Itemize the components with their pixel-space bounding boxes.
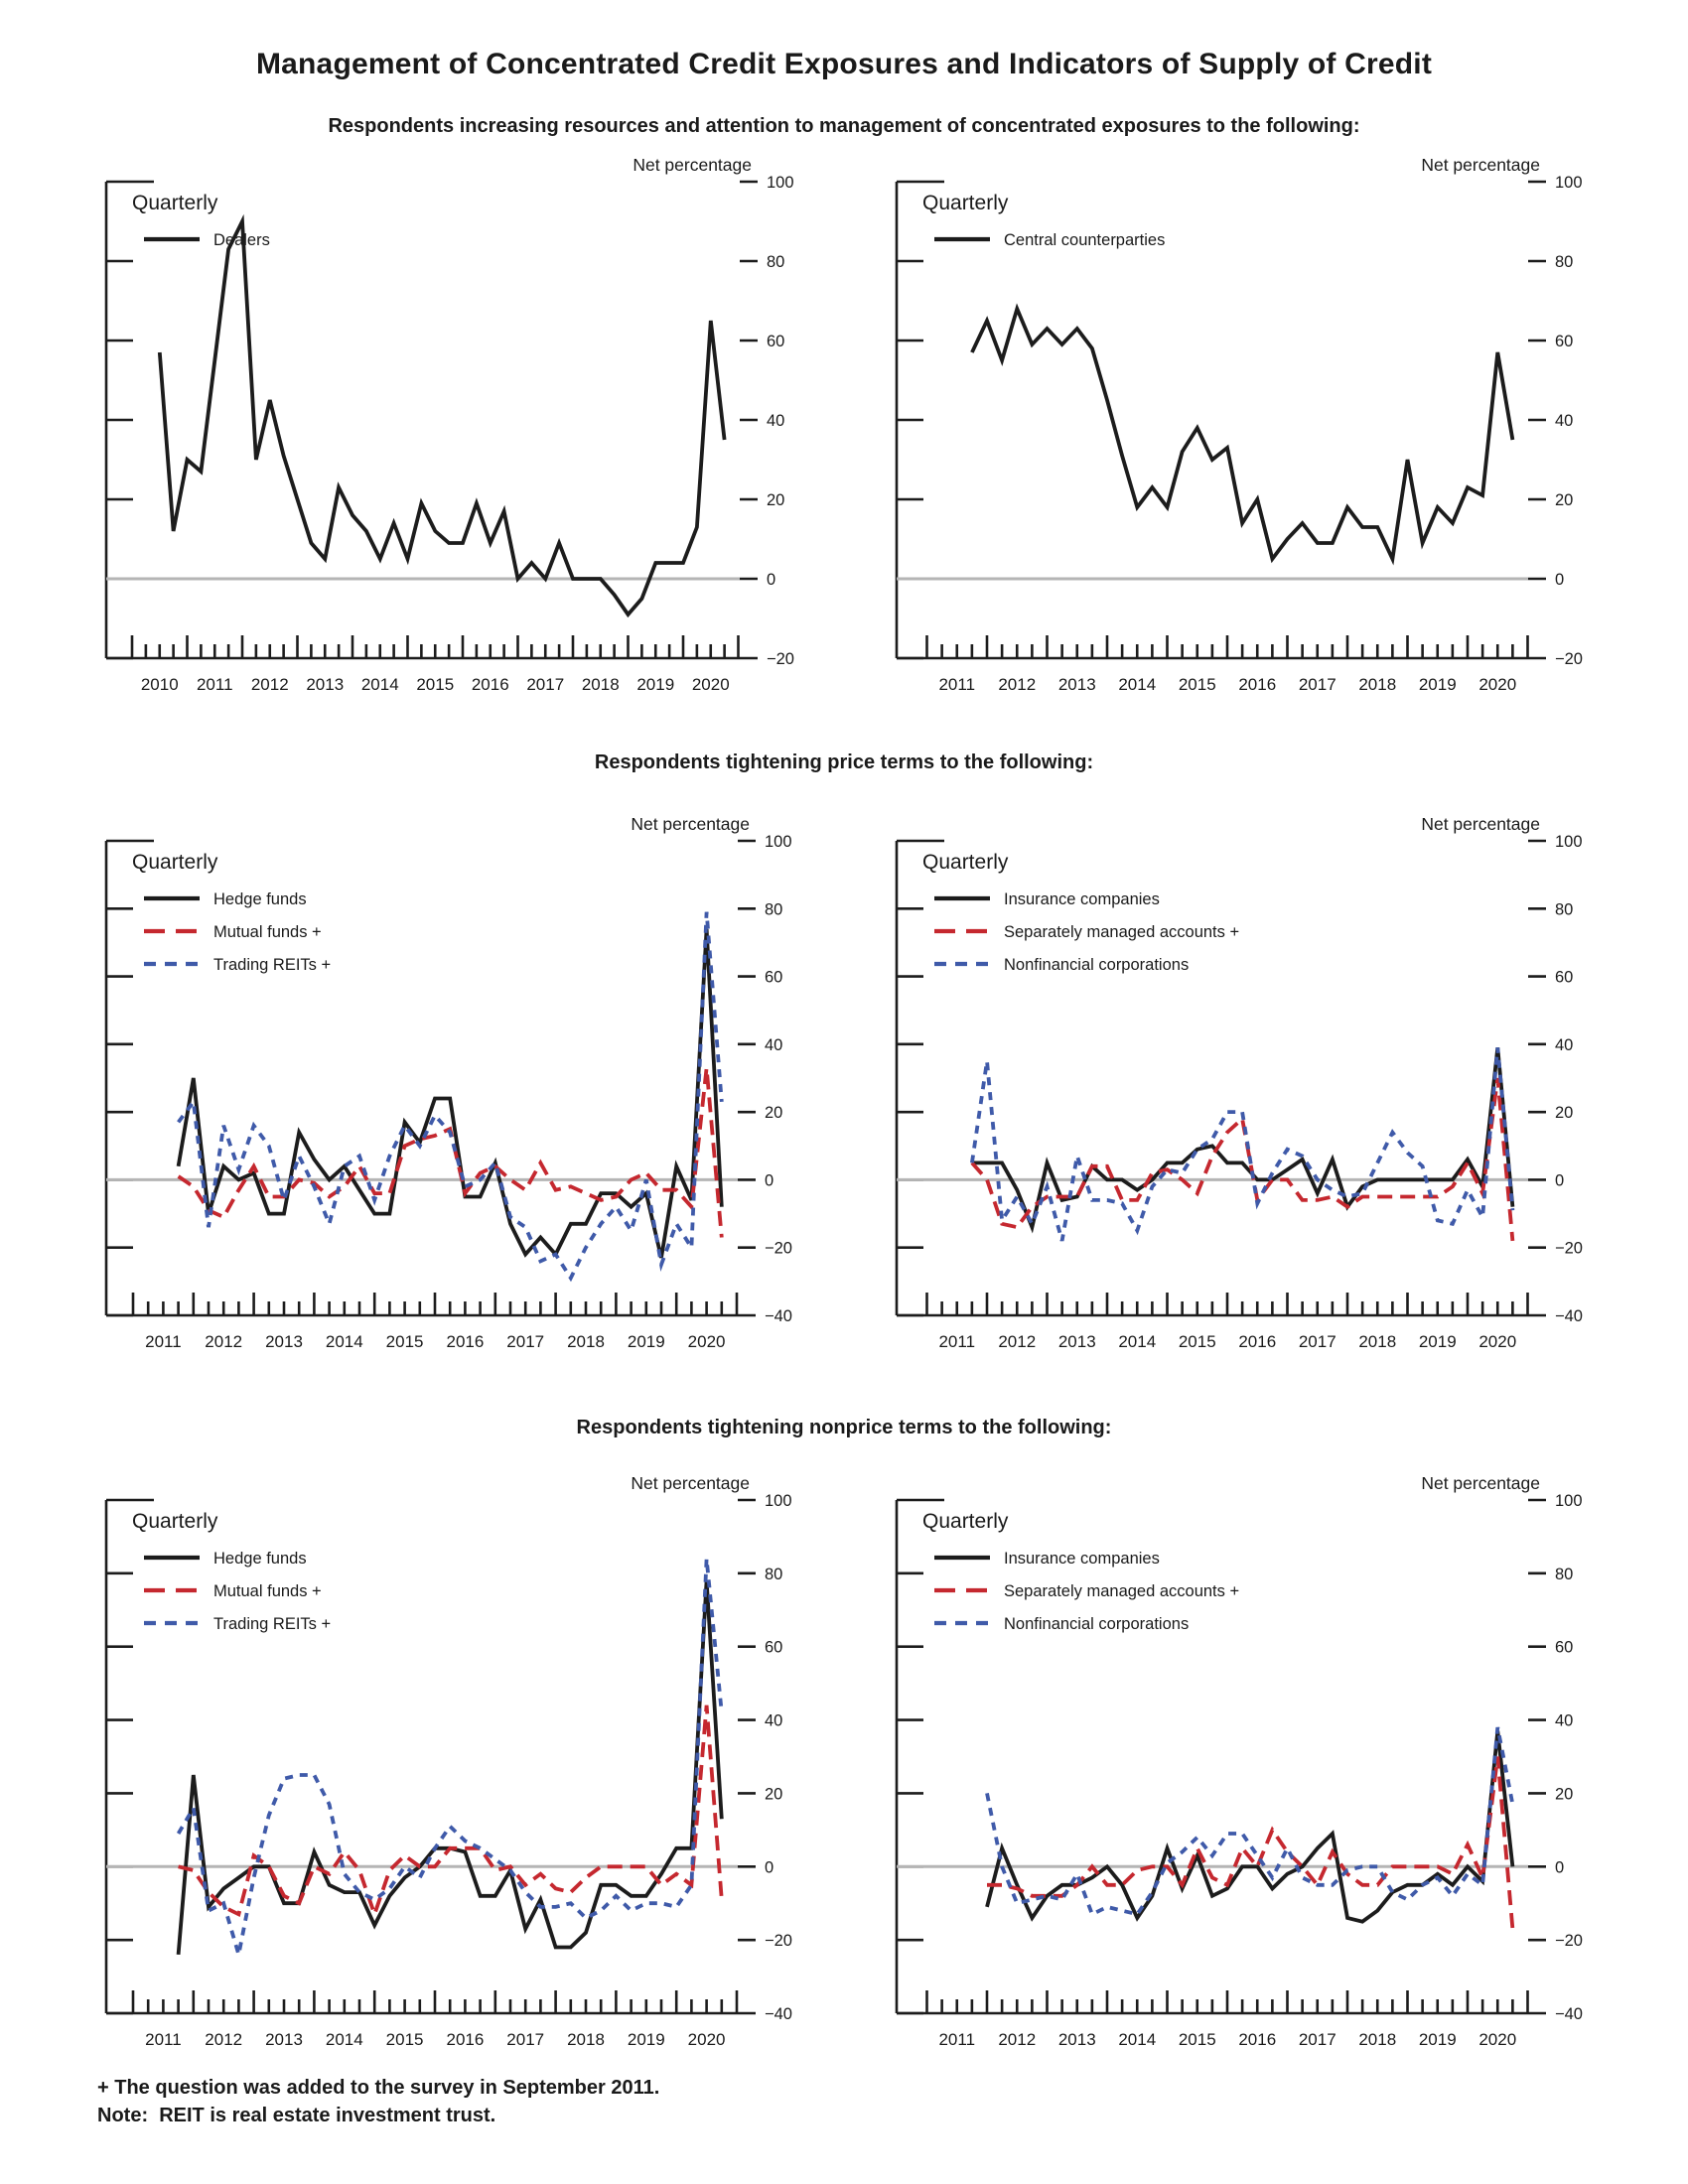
net-percentage-label: Net percentage	[631, 1473, 750, 1493]
y-tick-label: 100	[765, 833, 792, 851]
y-tick-label: 0	[765, 1858, 774, 1877]
y-tick-label: −40	[1555, 1307, 1583, 1325]
legend-label: Dealers	[213, 231, 270, 249]
y-tick-label: −20	[1555, 1239, 1583, 1258]
chart-c2	[897, 155, 1583, 694]
series-central-counterparties	[972, 309, 1513, 559]
x-year-label: 2014	[1118, 675, 1157, 694]
x-year-label: 2016	[446, 2030, 485, 2049]
y-tick-label: 80	[1555, 900, 1574, 919]
x-year-label: 2012	[205, 2030, 243, 2049]
x-year-label: 2016	[446, 1332, 485, 1351]
y-tick-label: 20	[1555, 1785, 1574, 1804]
section-heading-concentrated-exposures: Respondents increasing resources and attention to management of concentrated exposures to the following:	[328, 115, 1360, 137]
x-year-label: 2013	[1057, 2030, 1096, 2049]
x-year-label: 2012	[998, 2030, 1037, 2049]
x-year-label: 2016	[1238, 675, 1277, 694]
y-tick-label: 80	[1555, 1565, 1574, 1583]
axis-c6	[897, 1500, 1546, 2013]
x-year-label: 2020	[1478, 1332, 1517, 1351]
y-tick-label: 20	[1555, 1104, 1574, 1123]
y-tick-label: 60	[765, 968, 783, 987]
x-year-label: 2020	[687, 2030, 726, 2049]
x-year-label: 2017	[1298, 675, 1336, 694]
x-year-label: 2015	[1178, 675, 1216, 694]
frequency-label: Quarterly	[922, 192, 1009, 214]
x-year-label: 2017	[506, 1332, 545, 1351]
x-year-label: 2018	[1358, 675, 1397, 694]
chart-c5	[106, 1473, 792, 2049]
y-tick-label: 40	[767, 412, 785, 430]
x-year-label: 2010	[140, 675, 179, 694]
x-year-label: 2017	[1298, 2030, 1336, 2049]
x-year-label: 2013	[1057, 675, 1096, 694]
y-tick-label: 100	[1555, 1492, 1583, 1510]
x-year-label: 2016	[471, 675, 509, 694]
y-tick-label: −20	[765, 1932, 792, 1951]
net-percentage-label: Net percentage	[633, 155, 752, 175]
x-year-label: 2012	[250, 675, 289, 694]
x-year-label: 2012	[998, 1332, 1037, 1351]
x-year-label: 2011	[145, 1332, 182, 1351]
legend-label: Mutual funds +	[213, 1582, 322, 1600]
y-tick-label: 100	[1555, 833, 1583, 851]
x-year-label: 2016	[1238, 2030, 1277, 2049]
x-year-label: 2018	[567, 2030, 605, 2049]
section-heading-nonprice-terms: Respondents tightening nonprice terms to the following:	[576, 1417, 1112, 1438]
x-year-label: 2012	[998, 675, 1037, 694]
legend-label: Mutual funds +	[213, 923, 322, 941]
chart-c1	[106, 155, 794, 694]
x-year-label: 2018	[1358, 2030, 1397, 2049]
x-year-label: 2011	[938, 1332, 976, 1351]
page-title: Management of Concentrated Credit Exposures and Indicators of Supply of Credit	[255, 48, 1433, 80]
section-heading-price-terms: Respondents tightening price terms to the following:	[594, 751, 1094, 773]
legend-label: Trading REITs +	[213, 1615, 332, 1633]
chart-c3	[106, 814, 792, 1351]
series-separately-managed-accounts	[972, 1078, 1513, 1241]
legend-label: Insurance companies	[1004, 890, 1160, 908]
legend-label: Trading REITs +	[213, 956, 332, 974]
legend-c4	[922, 851, 1239, 974]
x-year-label: 2011	[938, 2030, 976, 2049]
y-tick-label: 40	[1555, 412, 1574, 430]
net-percentage-label: Net percentage	[631, 814, 750, 834]
x-year-label: 2017	[506, 2030, 545, 2049]
frequency-label: Quarterly	[922, 851, 1009, 874]
footnote-plus-question: + The question was added to the survey in September 2011.	[97, 2077, 660, 2099]
y-tick-label: 0	[765, 1171, 774, 1190]
frequency-label: Quarterly	[132, 851, 218, 874]
y-tick-label: 100	[767, 174, 794, 192]
axis-c5	[106, 1500, 756, 2013]
footnote-reit-note: Note: REIT is real estate investment trust.	[97, 2105, 496, 2126]
chart-c6	[897, 1473, 1583, 2049]
series-hedge-funds	[179, 929, 722, 1258]
legend-c5	[132, 1510, 331, 1633]
y-tick-label: 20	[765, 1104, 783, 1123]
x-year-label: 2015	[385, 1332, 424, 1351]
net-percentage-label: Net percentage	[1421, 814, 1540, 834]
series-dealers	[160, 221, 725, 614]
series-separately-managed-accounts	[987, 1757, 1512, 1930]
net-percentage-label: Net percentage	[1421, 1473, 1540, 1493]
legend-label: Hedge funds	[213, 890, 307, 908]
y-tick-label: 20	[765, 1785, 783, 1804]
x-year-label: 2019	[636, 675, 675, 694]
x-year-label: 2014	[325, 1332, 363, 1351]
x-year-label: 2017	[526, 675, 565, 694]
x-year-label: 2012	[205, 1332, 243, 1351]
y-tick-label: 0	[1555, 571, 1565, 589]
x-year-label: 2018	[567, 1332, 605, 1351]
x-year-label: 2011	[145, 2030, 182, 2049]
y-tick-label: −40	[765, 2005, 792, 2023]
y-tick-label: −20	[767, 650, 794, 668]
x-year-label: 2014	[1118, 2030, 1157, 2049]
y-tick-label: 80	[765, 900, 783, 919]
x-year-label: 2020	[1478, 675, 1517, 694]
y-tick-label: −20	[765, 1239, 792, 1258]
y-tick-label: 0	[1555, 1171, 1565, 1190]
x-year-label: 2013	[265, 2030, 303, 2049]
y-tick-label: 0	[1555, 1858, 1565, 1877]
y-tick-label: −40	[765, 1307, 792, 1325]
legend-label: Insurance companies	[1004, 1550, 1160, 1568]
y-tick-label: 80	[1555, 253, 1574, 271]
axis-c1	[106, 182, 758, 658]
x-year-label: 2019	[1418, 1332, 1457, 1351]
net-percentage-label: Net percentage	[1421, 155, 1540, 175]
y-tick-label: 60	[1555, 333, 1574, 350]
series-mutual-funds	[179, 1068, 722, 1238]
x-year-label: 2011	[196, 675, 233, 694]
series-mutual-funds	[179, 1706, 722, 1915]
x-year-label: 2016	[1238, 1332, 1277, 1351]
legend-c6	[922, 1510, 1239, 1633]
y-tick-label: 40	[765, 1711, 783, 1730]
x-year-label: 2013	[1057, 1332, 1096, 1351]
y-tick-label: 60	[1555, 1638, 1574, 1657]
y-tick-label: 100	[765, 1492, 792, 1510]
y-tick-label: −40	[1555, 2005, 1583, 2023]
chart-c4	[897, 814, 1583, 1351]
x-year-label: 2014	[1118, 1332, 1157, 1351]
x-year-label: 2015	[1178, 2030, 1216, 2049]
x-year-label: 2011	[938, 675, 976, 694]
series-hedge-funds	[179, 1580, 722, 1955]
x-year-label: 2015	[1178, 1332, 1216, 1351]
frequency-label: Quarterly	[132, 1510, 218, 1533]
legend-label: Central counterparties	[1004, 231, 1166, 249]
x-year-label: 2020	[1478, 2030, 1517, 2049]
x-year-label: 2017	[1298, 1332, 1336, 1351]
legend-label: Separately managed accounts +	[1004, 923, 1240, 941]
x-year-label: 2015	[385, 2030, 424, 2049]
x-year-label: 2015	[416, 675, 455, 694]
y-tick-label: 60	[765, 1638, 783, 1657]
y-tick-label: 100	[1555, 174, 1583, 192]
series-insurance-companies	[972, 1047, 1513, 1227]
x-year-label: 2020	[687, 1332, 726, 1351]
series-nonfinancial-corporations	[972, 1047, 1513, 1241]
axis-c4	[897, 841, 1546, 1315]
frequency-label: Quarterly	[922, 1510, 1009, 1533]
y-tick-label: 80	[765, 1565, 783, 1583]
y-tick-label: 20	[1555, 491, 1574, 509]
x-year-label: 2019	[627, 2030, 665, 2049]
legend-label: Hedge funds	[213, 1550, 307, 1568]
x-year-label: 2014	[360, 675, 399, 694]
x-year-label: 2018	[1358, 1332, 1397, 1351]
axis-c2	[897, 182, 1546, 658]
x-year-label: 2013	[306, 675, 345, 694]
y-tick-label: 40	[765, 1035, 783, 1054]
frequency-label: Quarterly	[132, 192, 218, 214]
legend-label: Separately managed accounts +	[1004, 1582, 1240, 1600]
y-tick-label: −20	[1555, 1932, 1583, 1951]
x-year-label: 2020	[691, 675, 730, 694]
x-year-label: 2019	[627, 1332, 665, 1351]
legend-label: Nonfinancial corporations	[1004, 956, 1190, 974]
legend-c2	[922, 192, 1165, 249]
y-tick-label: −20	[1555, 650, 1583, 668]
y-tick-label: 60	[1555, 968, 1574, 987]
x-year-label: 2019	[1418, 675, 1457, 694]
legend-c1	[132, 192, 270, 249]
x-year-label: 2013	[265, 1332, 303, 1351]
legend-label: Nonfinancial corporations	[1004, 1615, 1190, 1633]
y-tick-label: 40	[1555, 1711, 1574, 1730]
y-tick-label: 60	[767, 333, 785, 350]
y-tick-label: 80	[767, 253, 785, 271]
x-year-label: 2019	[1418, 2030, 1457, 2049]
y-tick-label: 0	[767, 571, 776, 589]
y-tick-label: 40	[1555, 1035, 1574, 1054]
x-year-label: 2018	[581, 675, 620, 694]
legend-c3	[132, 851, 331, 974]
x-year-label: 2014	[325, 2030, 363, 2049]
y-tick-label: 20	[767, 491, 785, 509]
